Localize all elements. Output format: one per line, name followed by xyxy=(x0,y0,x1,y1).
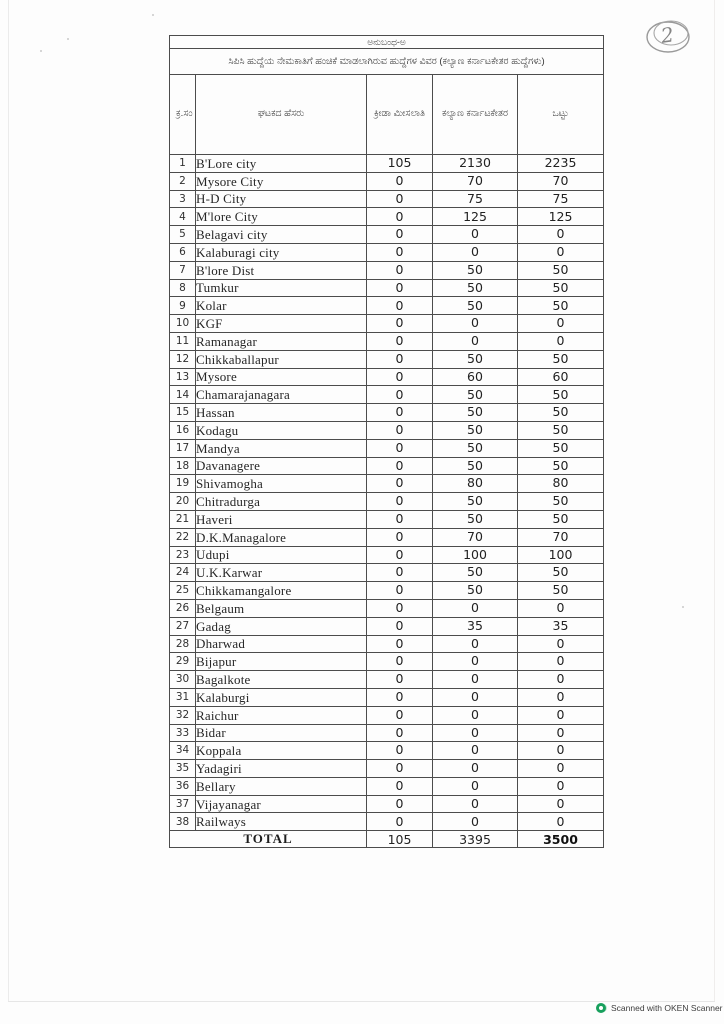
table-row xyxy=(170,368,604,386)
cell-unit-name: Yadagiri xyxy=(196,760,367,778)
cell-nonkalyana: 50 xyxy=(433,439,518,457)
scan-speck xyxy=(67,38,69,40)
table-row xyxy=(170,724,604,742)
cell-nonkalyana: 0 xyxy=(433,795,518,813)
cell-nonkalyana: 0 xyxy=(433,777,518,795)
table-row xyxy=(170,795,604,813)
cell-total: 50 xyxy=(518,297,604,315)
cell-nonkalyana: 0 xyxy=(433,599,518,617)
cell-sports: 0 xyxy=(367,243,433,261)
scan-edge-right xyxy=(714,0,715,1002)
cell-total: 0 xyxy=(518,706,604,724)
cell-nonkalyana: 35 xyxy=(433,617,518,635)
cell-sports: 0 xyxy=(367,599,433,617)
cell-total: 0 xyxy=(518,653,604,671)
cell-unit-name: Gadag xyxy=(196,617,367,635)
cell-sports: 0 xyxy=(367,404,433,422)
cell-sports: 0 xyxy=(367,724,433,742)
cell-total: 100 xyxy=(518,546,604,564)
cell-unit-name: Udupi xyxy=(196,546,367,564)
table-row xyxy=(170,457,604,475)
cell-unit-name: Bijapur xyxy=(196,653,367,671)
table-row xyxy=(170,350,604,368)
cell-total: 125 xyxy=(518,208,604,226)
table-row xyxy=(170,688,604,706)
cell-unit-name: Raichur xyxy=(196,706,367,724)
cell-unit-name: B'Lore city xyxy=(196,155,367,173)
cell-unit-name: KGF xyxy=(196,315,367,333)
cell-sports: 0 xyxy=(367,742,433,760)
cell-total: 70 xyxy=(518,528,604,546)
cell-nonkalyana: 0 xyxy=(433,653,518,671)
table-row xyxy=(170,190,604,208)
cell-slno: 28 xyxy=(170,635,196,653)
cell-unit-name: Davanagere xyxy=(196,457,367,475)
cell-slno: 20 xyxy=(170,493,196,511)
cell-sports: 0 xyxy=(367,475,433,493)
cell-unit-name: Railways xyxy=(196,813,367,831)
table-row xyxy=(170,421,604,439)
table-row xyxy=(170,760,604,778)
cell-slno: 8 xyxy=(170,279,196,297)
cell-slno: 4 xyxy=(170,208,196,226)
table-row xyxy=(170,297,604,315)
table-row xyxy=(170,617,604,635)
table-row xyxy=(170,332,604,350)
cell-sports: 105 xyxy=(367,155,433,173)
cell-slno: 7 xyxy=(170,261,196,279)
cell-slno: 23 xyxy=(170,546,196,564)
cell-total: 50 xyxy=(518,386,604,404)
cell-sports: 0 xyxy=(367,439,433,457)
table-row xyxy=(170,172,604,190)
cell-nonkalyana: 75 xyxy=(433,190,518,208)
column-header-row xyxy=(170,75,604,155)
cell-unit-name: B'lore Dist xyxy=(196,261,367,279)
title-row xyxy=(170,49,604,75)
cell-nonkalyana: 50 xyxy=(433,261,518,279)
cell-total: 0 xyxy=(518,315,604,333)
table-row xyxy=(170,706,604,724)
cell-sports: 0 xyxy=(367,297,433,315)
cell-total: 50 xyxy=(518,279,604,297)
handwritten-page-number xyxy=(642,12,696,62)
cell-total: 50 xyxy=(518,582,604,600)
cell-slno: 22 xyxy=(170,528,196,546)
cell-sports: 0 xyxy=(367,582,433,600)
table-row xyxy=(170,582,604,600)
cell-sports: 0 xyxy=(367,777,433,795)
cell-slno: 35 xyxy=(170,760,196,778)
table-row xyxy=(170,671,604,689)
cell-unit-name: U.K.Karwar xyxy=(196,564,367,582)
cell-unit-name: Belgaum xyxy=(196,599,367,617)
cell-sports: 0 xyxy=(367,510,433,528)
table-row xyxy=(170,653,604,671)
cell-nonkalyana: 0 xyxy=(433,315,518,333)
table-row xyxy=(170,493,604,511)
cell-slno: 33 xyxy=(170,724,196,742)
cell-nonkalyana: 0 xyxy=(433,226,518,244)
cell-slno: 26 xyxy=(170,599,196,617)
cell-unit-name: Bellary xyxy=(196,777,367,795)
table-row xyxy=(170,279,604,297)
cell-slno: 18 xyxy=(170,457,196,475)
cell-slno: 19 xyxy=(170,475,196,493)
cell-unit-name: Bagalkote xyxy=(196,671,367,689)
cell-nonkalyana: 0 xyxy=(433,635,518,653)
cell-unit-name: Ramanagar xyxy=(196,332,367,350)
table-body xyxy=(170,155,604,831)
cell-total: 50 xyxy=(518,564,604,582)
cell-slno: 9 xyxy=(170,297,196,315)
cell-total: 50 xyxy=(518,510,604,528)
cell-total: 0 xyxy=(518,599,604,617)
cell-sports: 0 xyxy=(367,493,433,511)
table-row xyxy=(170,510,604,528)
cell-unit-name: Kolar xyxy=(196,297,367,315)
cell-sports: 0 xyxy=(367,617,433,635)
cell-total: 35 xyxy=(518,617,604,635)
table-row xyxy=(170,386,604,404)
cell-unit-name: Chikkamangalore xyxy=(196,582,367,600)
cell-slno: 16 xyxy=(170,421,196,439)
scanner-badge xyxy=(596,1001,723,1015)
table-row xyxy=(170,226,604,244)
table-row xyxy=(170,528,604,546)
cell-nonkalyana: 50 xyxy=(433,297,518,315)
cell-total: 0 xyxy=(518,243,604,261)
cell-total: 0 xyxy=(518,813,604,831)
cell-nonkalyana: 50 xyxy=(433,493,518,511)
cell-sports: 0 xyxy=(367,350,433,368)
cell-sports: 0 xyxy=(367,653,433,671)
cell-nonkalyana: 50 xyxy=(433,564,518,582)
cell-total: 50 xyxy=(518,493,604,511)
cell-unit-name: Shivamogha xyxy=(196,475,367,493)
cell-slno: 10 xyxy=(170,315,196,333)
cell-total: 0 xyxy=(518,760,604,778)
cell-nonkalyana: 2130 xyxy=(433,155,518,173)
scan-speck xyxy=(682,606,684,608)
cell-slno: 34 xyxy=(170,742,196,760)
cell-slno: 14 xyxy=(170,386,196,404)
cell-nonkalyana: 50 xyxy=(433,350,518,368)
cell-total: 50 xyxy=(518,261,604,279)
cell-unit-name: Kodagu xyxy=(196,421,367,439)
cell-slno: 27 xyxy=(170,617,196,635)
cell-slno: 37 xyxy=(170,795,196,813)
document-title: ಸಿಪಿಸಿ ಹುದ್ದೆಯ ನೇಮಕಾತಿಗೆ ಹಂಚಿಕೆ ಮಾಡಲಾಗಿರುವ ಹುದ್ದೆಗಳ ವಿವರ (ಕಲ್ಯಾಣ ಕರ್ನಾಟಕೇತರ ಹುದ್ದೆಗಳು) xyxy=(170,49,604,75)
cell-unit-name: Kalaburgi xyxy=(196,688,367,706)
table-row xyxy=(170,261,604,279)
cell-nonkalyana: 0 xyxy=(433,760,518,778)
table-row xyxy=(170,564,604,582)
cell-nonkalyana: 0 xyxy=(433,332,518,350)
table-row xyxy=(170,439,604,457)
col-header-nonkalyana: ಕಲ್ಯಾಣ ಕರ್ನಾಟಕೇತರ xyxy=(433,75,518,155)
cell-nonkalyana: 80 xyxy=(433,475,518,493)
cell-slno: 32 xyxy=(170,706,196,724)
scan-speck xyxy=(40,50,42,52)
cell-unit-name: Tumkur xyxy=(196,279,367,297)
cell-total: 0 xyxy=(518,226,604,244)
total-row xyxy=(170,831,604,848)
cell-nonkalyana: 50 xyxy=(433,386,518,404)
table-row xyxy=(170,546,604,564)
cell-total: 50 xyxy=(518,421,604,439)
cell-unit-name: Chikkaballapur xyxy=(196,350,367,368)
cell-sports: 0 xyxy=(367,760,433,778)
table-row xyxy=(170,599,604,617)
cell-unit-name: M'lore City xyxy=(196,208,367,226)
cell-sports: 0 xyxy=(367,706,433,724)
cell-nonkalyana: 0 xyxy=(433,813,518,831)
table-row xyxy=(170,813,604,831)
cell-nonkalyana: 50 xyxy=(433,510,518,528)
cell-sports: 0 xyxy=(367,172,433,190)
cell-unit-name: Mysore xyxy=(196,368,367,386)
table-row xyxy=(170,742,604,760)
cell-total: 50 xyxy=(518,439,604,457)
cell-unit-name: D.K.Managalore xyxy=(196,528,367,546)
table-row xyxy=(170,315,604,333)
cell-unit-name: Dharwad xyxy=(196,635,367,653)
cell-nonkalyana: 0 xyxy=(433,688,518,706)
cell-total: 0 xyxy=(518,724,604,742)
scan-speck xyxy=(152,14,154,16)
cell-total: 50 xyxy=(518,457,604,475)
cell-total: 50 xyxy=(518,350,604,368)
cell-sports: 0 xyxy=(367,315,433,333)
cell-slno: 21 xyxy=(170,510,196,528)
table-row xyxy=(170,404,604,422)
cell-slno: 15 xyxy=(170,404,196,422)
cell-total: 80 xyxy=(518,475,604,493)
cell-sports: 0 xyxy=(367,208,433,226)
cell-slno: 29 xyxy=(170,653,196,671)
cell-sports: 0 xyxy=(367,332,433,350)
cell-nonkalyana: 50 xyxy=(433,421,518,439)
cell-total: 0 xyxy=(518,635,604,653)
table-row xyxy=(170,155,604,173)
cell-nonkalyana: 50 xyxy=(433,279,518,297)
cell-total: 0 xyxy=(518,777,604,795)
col-header-sports: ಕ್ರೀಡಾ ಮೀಸಲಾತಿ xyxy=(367,75,433,155)
cell-sports: 0 xyxy=(367,528,433,546)
cell-slno: 6 xyxy=(170,243,196,261)
allocation-table xyxy=(169,35,604,848)
cell-sports: 0 xyxy=(367,671,433,689)
cell-nonkalyana: 50 xyxy=(433,404,518,422)
cell-nonkalyana: 70 xyxy=(433,172,518,190)
cell-unit-name: Mysore City xyxy=(196,172,367,190)
cell-unit-name: Haveri xyxy=(196,510,367,528)
cell-nonkalyana: 0 xyxy=(433,706,518,724)
cell-slno: 24 xyxy=(170,564,196,582)
cell-nonkalyana: 125 xyxy=(433,208,518,226)
cell-total: 0 xyxy=(518,671,604,689)
cell-unit-name: Hassan xyxy=(196,404,367,422)
cell-slno: 2 xyxy=(170,172,196,190)
cell-total: 0 xyxy=(518,742,604,760)
cell-nonkalyana: 0 xyxy=(433,243,518,261)
cell-total: 75 xyxy=(518,190,604,208)
cell-sports: 0 xyxy=(367,813,433,831)
cell-slno: 25 xyxy=(170,582,196,600)
total-sports: 105 xyxy=(367,831,433,848)
cell-nonkalyana: 70 xyxy=(433,528,518,546)
cell-sports: 0 xyxy=(367,688,433,706)
cell-nonkalyana: 100 xyxy=(433,546,518,564)
cell-unit-name: Belagavi city xyxy=(196,226,367,244)
cell-nonkalyana: 0 xyxy=(433,724,518,742)
cell-total: 60 xyxy=(518,368,604,386)
cell-sports: 0 xyxy=(367,457,433,475)
cell-total: 70 xyxy=(518,172,604,190)
cell-sports: 0 xyxy=(367,279,433,297)
cell-total: 0 xyxy=(518,688,604,706)
cell-unit-name: Kalaburagi city xyxy=(196,243,367,261)
cell-slno: 38 xyxy=(170,813,196,831)
cell-slno: 17 xyxy=(170,439,196,457)
cell-total: 2235 xyxy=(518,155,604,173)
cell-sports: 0 xyxy=(367,368,433,386)
cell-sports: 0 xyxy=(367,190,433,208)
cell-sports: 0 xyxy=(367,635,433,653)
cell-nonkalyana: 60 xyxy=(433,368,518,386)
cell-slno: 13 xyxy=(170,368,196,386)
table-row xyxy=(170,777,604,795)
table-row xyxy=(170,243,604,261)
col-header-total: ಒಟ್ಟು xyxy=(518,75,604,155)
cell-unit-name: Koppala xyxy=(196,742,367,760)
col-header-unit-name: ಘಟಕದ ಹೆಸರು xyxy=(196,75,367,155)
table-row xyxy=(170,208,604,226)
cell-nonkalyana: 0 xyxy=(433,671,518,689)
cell-nonkalyana: 0 xyxy=(433,742,518,760)
total-nonkalyana: 3395 xyxy=(433,831,518,848)
cell-slno: 30 xyxy=(170,671,196,689)
cell-total: 0 xyxy=(518,795,604,813)
total-label: TOTAL xyxy=(170,831,367,848)
table-row xyxy=(170,635,604,653)
cell-sports: 0 xyxy=(367,795,433,813)
cell-slno: 36 xyxy=(170,777,196,795)
annexure-label: ಅನುಬಂಧ-ಅ xyxy=(170,36,604,49)
cell-slno: 12 xyxy=(170,350,196,368)
cell-unit-name: H-D City xyxy=(196,190,367,208)
oken-scanner-icon xyxy=(596,1003,606,1013)
cell-nonkalyana: 50 xyxy=(433,582,518,600)
page-number-digit: 2 xyxy=(659,22,676,48)
cell-unit-name: Chitradurga xyxy=(196,493,367,511)
cell-sports: 0 xyxy=(367,421,433,439)
cell-total: 50 xyxy=(518,404,604,422)
total-grand: 3500 xyxy=(518,831,604,848)
cell-sports: 0 xyxy=(367,261,433,279)
col-header-slno: ಕ್ರ.ಸಂ xyxy=(170,75,196,155)
cell-total: 0 xyxy=(518,332,604,350)
cell-sports: 0 xyxy=(367,226,433,244)
cell-sports: 0 xyxy=(367,546,433,564)
cell-sports: 0 xyxy=(367,564,433,582)
cell-nonkalyana: 50 xyxy=(433,457,518,475)
cell-sports: 0 xyxy=(367,386,433,404)
cell-slno: 31 xyxy=(170,688,196,706)
cell-slno: 1 xyxy=(170,155,196,173)
cell-slno: 5 xyxy=(170,226,196,244)
annexure-row xyxy=(170,36,604,49)
scanner-badge-text: Scanned with OKEN Scanner xyxy=(611,1003,723,1013)
cell-unit-name: Chamarajanagara xyxy=(196,386,367,404)
scan-edge-left xyxy=(8,0,9,1001)
cell-slno: 3 xyxy=(170,190,196,208)
cell-unit-name: Mandya xyxy=(196,439,367,457)
cell-slno: 11 xyxy=(170,332,196,350)
cell-unit-name: Vijayanagar xyxy=(196,795,367,813)
cell-unit-name: Bidar xyxy=(196,724,367,742)
table-row xyxy=(170,475,604,493)
